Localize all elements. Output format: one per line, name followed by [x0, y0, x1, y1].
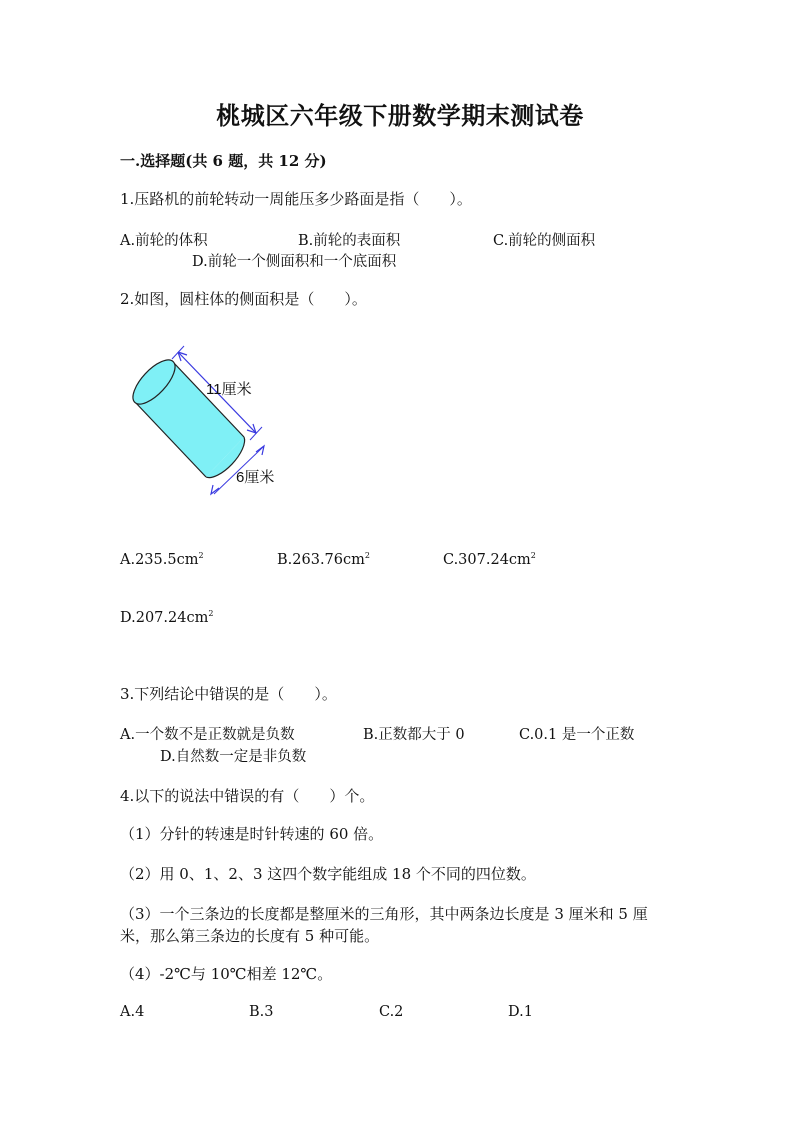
q3-option-a: A.一个数不是正数就是负数	[120, 727, 295, 743]
q4-statement-4: （4）-2℃与 10℃相差 12℃。	[120, 965, 333, 983]
q4-statement-3-line-2: 米，那么第三条边的长度有 5 种可能。	[120, 927, 380, 945]
q4-option-a: A.4	[120, 1004, 145, 1020]
question-4-stem: 4.以下的说法中错误的有（ ）个。	[120, 787, 375, 805]
section-heading: 一.选择题(共 6 题，共 12 分)	[120, 152, 327, 170]
q1-option-d: D.前轮一个侧面积和一个底面积	[192, 254, 397, 270]
q4-option-b: B.3	[249, 1004, 274, 1020]
page-title: 桃城区六年级下册数学期末测试卷	[216, 101, 584, 130]
q4-statement-1: （1）分针的转速是时针转速的 60 倍。	[120, 825, 384, 843]
question-2-stem: 2.如图，圆柱体的侧面积是（ ）。	[120, 290, 367, 308]
question-1-stem: 1.压路机的前轮转动一周能压多少路面是指（ ）。	[120, 190, 472, 208]
q3-option-d: D.自然数一定是非负数	[160, 749, 307, 765]
diameter-label: 6厘米	[236, 469, 275, 486]
length-label: 11厘米	[206, 381, 252, 398]
q2-option-c: $C.307.24cm^2$	[443, 551, 536, 568]
q4-option-d: D.1	[508, 1004, 533, 1020]
q3-option-c: C.0.1 是一个正数	[519, 727, 635, 743]
question-3-stem: 3.下列结论中错误的是（ ）。	[120, 685, 337, 703]
cylinder-figure	[120, 340, 300, 510]
q2-option-d: $D.207.24cm^2$	[120, 609, 214, 626]
q1-option-a: A.前轮的体积	[120, 233, 208, 249]
q1-option-b: B.前轮的表面积	[298, 233, 401, 249]
q4-statement-2: （2）用 0、1、2、3 这四个数字能组成 18 个不同的四位数。	[120, 865, 536, 883]
q2-option-b: $B.263.76cm^2$	[277, 551, 370, 568]
q4-statement-3-line-1: （3）一个三条边的长度都是整厘米的三角形，其中两条边长度是 3 厘米和 5 厘	[120, 905, 648, 923]
q3-option-b: B.正数都大于 0	[363, 727, 465, 743]
q2-option-a: $A.235.5cm^2$	[120, 551, 204, 568]
q1-option-c: C.前轮的侧面积	[493, 233, 596, 249]
q4-option-c: C.2	[379, 1004, 404, 1020]
